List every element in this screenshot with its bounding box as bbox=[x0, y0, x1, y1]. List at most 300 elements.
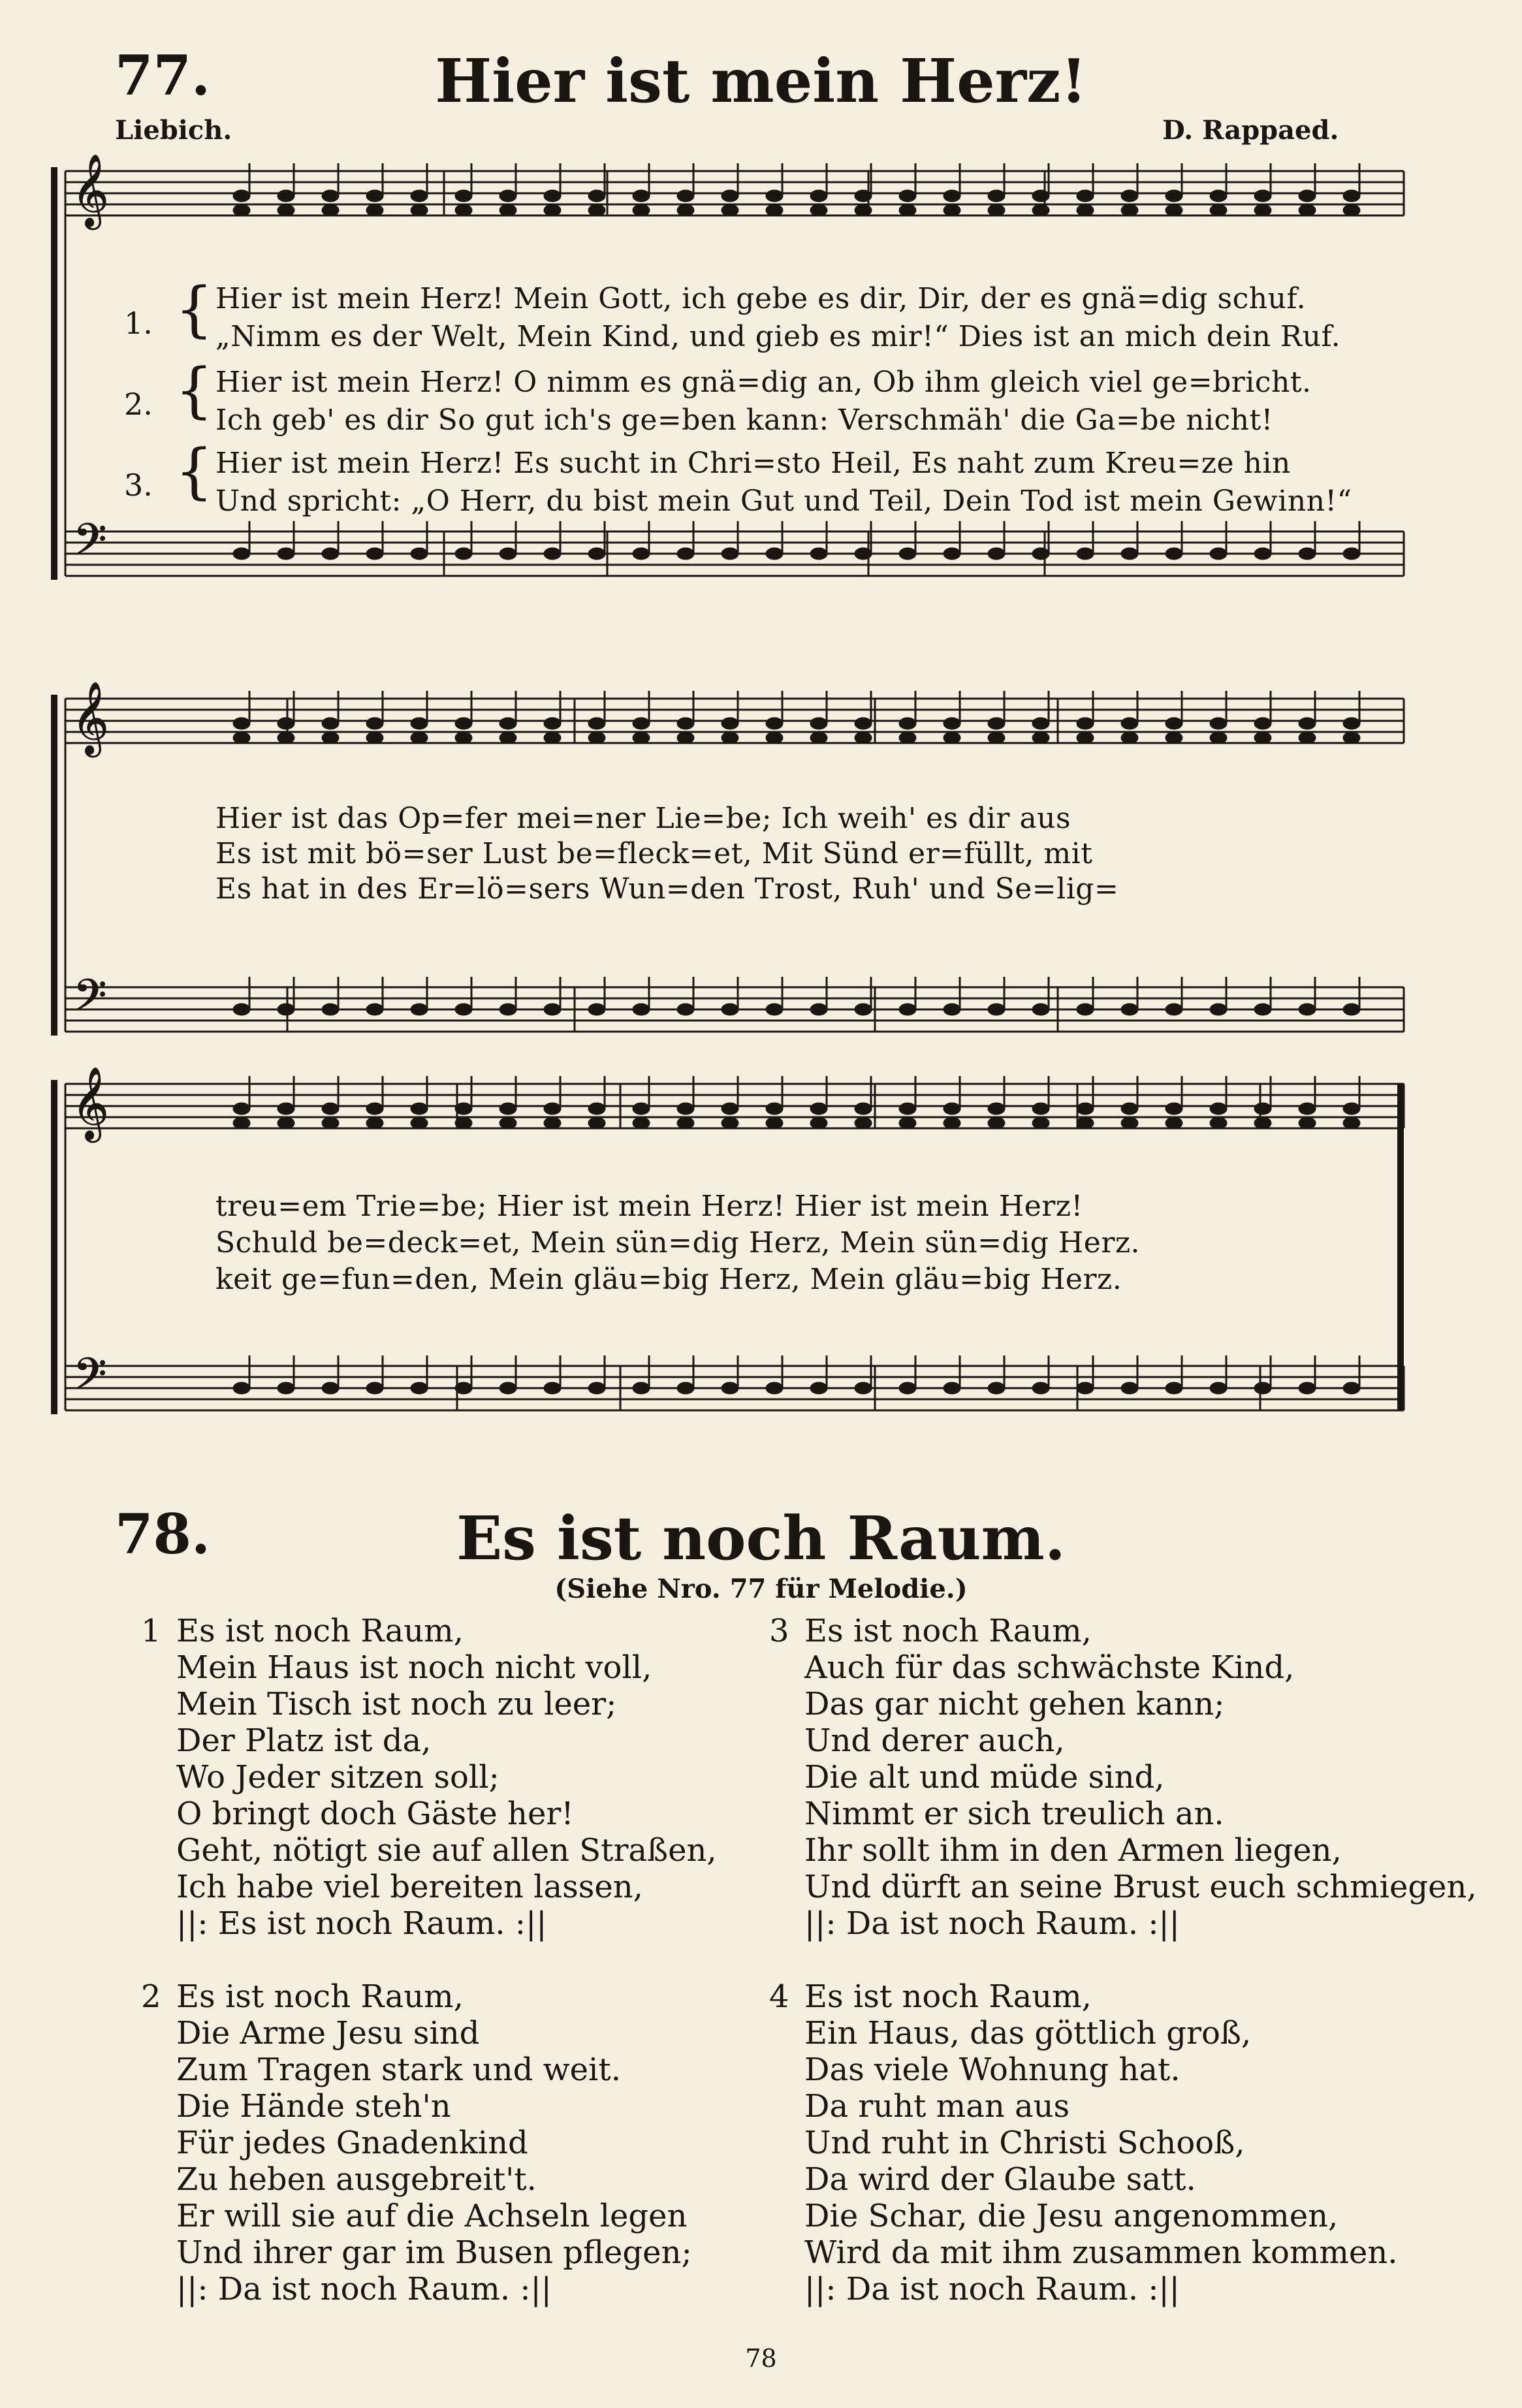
note-head bbox=[1077, 1382, 1094, 1394]
note-head bbox=[1165, 1103, 1182, 1115]
note-head bbox=[1077, 1004, 1094, 1015]
note-head bbox=[1299, 204, 1316, 216]
note-head bbox=[277, 1117, 294, 1129]
note-head bbox=[1343, 732, 1360, 744]
system-3-line-1: treu=em Trie=be; Hier ist mein Herz! Hier ist mein Herz! bbox=[215, 1190, 1083, 1223]
note-head bbox=[322, 718, 339, 729]
note-head bbox=[1343, 1382, 1360, 1394]
system-bracket bbox=[51, 695, 57, 1036]
stanza-line: Und dürft an seine Brust euch schmiegen, bbox=[804, 1869, 1477, 1905]
system-2-line-1: Hier ist das Op=fer mei=ner Lie=be; Ich weih' es dir aus bbox=[215, 802, 1071, 835]
note-head bbox=[988, 1117, 1005, 1129]
note-head bbox=[943, 1117, 960, 1129]
note-head bbox=[1210, 1382, 1227, 1394]
note-head bbox=[233, 190, 250, 202]
note-head bbox=[766, 204, 783, 216]
stanza-line: ||: Da ist noch Raum. :|| bbox=[176, 2271, 552, 2307]
note-head bbox=[1210, 1117, 1227, 1129]
note-head bbox=[1121, 718, 1138, 729]
note-head bbox=[943, 1004, 960, 1015]
note-head bbox=[1165, 1117, 1182, 1129]
note-head bbox=[855, 548, 872, 560]
stanza-line: Mein Haus ist noch nicht voll, bbox=[176, 1649, 652, 1686]
note-head bbox=[322, 1004, 339, 1015]
note-head bbox=[766, 1103, 783, 1115]
note-head bbox=[1343, 1117, 1360, 1129]
note-head bbox=[855, 204, 872, 216]
note-head bbox=[677, 190, 694, 202]
note-head bbox=[1210, 204, 1227, 216]
note-head bbox=[633, 1004, 650, 1015]
note-head bbox=[544, 1382, 561, 1394]
note-head bbox=[810, 548, 827, 560]
note-head bbox=[766, 1117, 783, 1129]
note-head bbox=[1299, 1103, 1316, 1115]
stanza-line: Das gar nicht gehen kann; bbox=[804, 1686, 1225, 1722]
note-head bbox=[899, 1117, 916, 1129]
bass-clef-icon: 𝄢 bbox=[73, 515, 107, 575]
stanza-line: Nimmt er sich treulich an. bbox=[804, 1796, 1224, 1832]
note-head bbox=[766, 548, 783, 560]
verse-3-line-1: Hier ist mein Herz! Es sucht in Chri=sto Heil, Es naht zum Kreu=ze hin bbox=[215, 447, 1291, 480]
note-head bbox=[721, 718, 738, 729]
stanza-line: Ein Haus, das göttlich groß, bbox=[804, 2015, 1252, 2052]
stanza-line: Und ruht in Christi Schooß, bbox=[804, 2125, 1245, 2161]
note-head bbox=[544, 1103, 561, 1115]
note-head bbox=[677, 1117, 694, 1129]
note-head bbox=[1343, 548, 1360, 560]
note-head bbox=[277, 718, 294, 729]
note-head bbox=[633, 1103, 650, 1115]
verse-2-line-1: Hier ist mein Herz! O nimm es gnä=dig an, Ob ihm gleich viel ge=bricht. bbox=[215, 366, 1312, 399]
note-head bbox=[588, 1117, 605, 1129]
note-head bbox=[677, 718, 694, 729]
note-head bbox=[1299, 1004, 1316, 1015]
note-head bbox=[233, 1103, 250, 1115]
note-head bbox=[1210, 1103, 1227, 1115]
stanza-line: Die alt und müde sind, bbox=[804, 1759, 1165, 1796]
note-head bbox=[899, 1103, 916, 1115]
note-head bbox=[1121, 190, 1138, 202]
note-head bbox=[411, 1004, 428, 1015]
note-head bbox=[899, 1004, 916, 1015]
bass-clef-icon: 𝄢 bbox=[73, 970, 107, 1031]
note-head bbox=[233, 548, 250, 560]
note-head bbox=[721, 1103, 738, 1115]
verse-number-1: 1. bbox=[124, 306, 153, 341]
note-head bbox=[1343, 204, 1360, 216]
note-head bbox=[1121, 1103, 1138, 1115]
note-head bbox=[1077, 1117, 1094, 1129]
note-head bbox=[411, 548, 428, 560]
note-head bbox=[366, 718, 383, 729]
note-head bbox=[277, 548, 294, 560]
note-head bbox=[677, 1382, 694, 1394]
note-head bbox=[411, 1103, 428, 1115]
verse-1-line-2: „Nimm es der Welt, Mein Kind, und gieb es mir!“ Dies ist an mich dein Ruf. bbox=[215, 320, 1341, 353]
note-head bbox=[366, 204, 383, 216]
note-head bbox=[233, 204, 250, 216]
note-head bbox=[455, 1103, 472, 1115]
note-head bbox=[721, 190, 738, 202]
note-head bbox=[943, 1103, 960, 1115]
note-head bbox=[1077, 718, 1094, 729]
stanza-line: ||: Da ist noch Raum. :|| bbox=[804, 1905, 1180, 1942]
note-head bbox=[322, 1117, 339, 1129]
note-head bbox=[1121, 732, 1138, 744]
note-head bbox=[1165, 190, 1182, 202]
note-head bbox=[899, 204, 916, 216]
note-head bbox=[855, 1117, 872, 1129]
note-head bbox=[677, 1103, 694, 1115]
stanza-line: Es ist noch Raum, bbox=[804, 1613, 1092, 1649]
note-head bbox=[810, 732, 827, 744]
stanza-3 bbox=[769, 1613, 1477, 1942]
note-head bbox=[899, 718, 916, 729]
note-head bbox=[766, 1004, 783, 1015]
note-head bbox=[1210, 732, 1227, 744]
verse-2-line-2: Ich geb' es dir So gut ich's ge=ben kann: Verschmäh' die Ga=be nicht! bbox=[215, 404, 1273, 437]
stanza-line: Wo Jeder sitzen soll; bbox=[176, 1759, 499, 1796]
note-head bbox=[1032, 548, 1049, 560]
note-head bbox=[1343, 718, 1360, 729]
note-head bbox=[1299, 718, 1316, 729]
note-head bbox=[677, 732, 694, 744]
note-head bbox=[588, 718, 605, 729]
hymn-78-title: Es ist noch Raum. bbox=[456, 1503, 1066, 1574]
note-head bbox=[499, 1117, 516, 1129]
note-head bbox=[1077, 1103, 1094, 1115]
stanza-line: Es ist noch Raum, bbox=[176, 1613, 464, 1649]
stanza-line: ||: Es ist noch Raum. :|| bbox=[176, 1905, 547, 1942]
note-head bbox=[1299, 1382, 1316, 1394]
note-head bbox=[588, 1103, 605, 1115]
note-head bbox=[810, 1103, 827, 1115]
note-head bbox=[1121, 1382, 1138, 1394]
note-head bbox=[411, 718, 428, 729]
verse-brace: { bbox=[175, 355, 214, 425]
verse-brace: { bbox=[175, 436, 214, 506]
note-head bbox=[1077, 548, 1094, 560]
system-3-line-2: Schuld be=deck=et, Mein sün=dig Herz, Mein sün=dig Herz. bbox=[215, 1226, 1141, 1259]
note-head bbox=[499, 190, 516, 202]
note-head bbox=[1032, 204, 1049, 216]
note-head bbox=[588, 1382, 605, 1394]
note-head bbox=[633, 732, 650, 744]
note-head bbox=[677, 1004, 694, 1015]
note-head bbox=[677, 204, 694, 216]
stanza-number: 4 bbox=[769, 1978, 789, 2015]
note-head bbox=[233, 732, 250, 744]
note-head bbox=[322, 732, 339, 744]
note-head bbox=[588, 1004, 605, 1015]
note-head bbox=[233, 1382, 250, 1394]
stanza-line: Die Hände steh'n bbox=[176, 2088, 451, 2125]
note-head bbox=[899, 548, 916, 560]
note-head bbox=[455, 1004, 472, 1015]
note-head bbox=[366, 1103, 383, 1115]
stanza-line: Und derer auch, bbox=[804, 1722, 1065, 1759]
stanza-line: Das viele Wohnung hat. bbox=[804, 2052, 1181, 2088]
note-head bbox=[322, 1382, 339, 1394]
note-head bbox=[1254, 1117, 1271, 1129]
note-head bbox=[588, 732, 605, 744]
composer: D. Rappaed. bbox=[1162, 115, 1339, 146]
note-head bbox=[1254, 204, 1271, 216]
note-head bbox=[988, 718, 1005, 729]
note-head bbox=[366, 1382, 383, 1394]
system-bracket bbox=[51, 1080, 57, 1414]
stanza-line: Da ruht man aus bbox=[804, 2088, 1070, 2125]
note-head bbox=[544, 1004, 561, 1015]
note-head bbox=[855, 190, 872, 202]
note-head bbox=[366, 1117, 383, 1129]
note-head bbox=[499, 1382, 516, 1394]
note-head bbox=[855, 732, 872, 744]
note-head bbox=[1343, 1103, 1360, 1115]
note-head bbox=[1343, 190, 1360, 202]
stanza-line: Wird da mit ihm zusammen kommen. bbox=[804, 2234, 1398, 2271]
stanza-line: Da wird der Glaube satt. bbox=[804, 2161, 1196, 2198]
note-head bbox=[1077, 204, 1094, 216]
note-head bbox=[988, 204, 1005, 216]
note-head bbox=[1121, 1117, 1138, 1129]
note-head bbox=[1254, 1382, 1271, 1394]
note-head bbox=[411, 190, 428, 202]
note-head bbox=[322, 1103, 339, 1115]
note-head bbox=[366, 732, 383, 744]
note-head bbox=[1032, 1103, 1049, 1115]
treble-clef-icon: 𝄞 bbox=[72, 153, 109, 227]
stanza-line: Der Platz ist da, bbox=[176, 1722, 432, 1759]
note-head bbox=[766, 190, 783, 202]
note-head bbox=[943, 548, 960, 560]
note-head bbox=[455, 732, 472, 744]
note-head bbox=[1254, 1004, 1271, 1015]
note-head bbox=[277, 732, 294, 744]
note-head bbox=[721, 1004, 738, 1015]
note-head bbox=[988, 1004, 1005, 1015]
note-head bbox=[588, 548, 605, 560]
note-head bbox=[988, 732, 1005, 744]
stanza-line: Auch für das schwächste Kind, bbox=[804, 1649, 1295, 1686]
stanza-line: Die Schar, die Jesu angenommen, bbox=[804, 2198, 1339, 2234]
verse-brace: { bbox=[175, 274, 214, 344]
note-head bbox=[677, 548, 694, 560]
note-head bbox=[899, 1382, 916, 1394]
verse-3-line-2: Und spricht: „O Herr, du bist mein Gut und Teil, Dein Tod ist mein Gewinn!“ bbox=[215, 484, 1352, 518]
note-head bbox=[943, 190, 960, 202]
note-head bbox=[322, 204, 339, 216]
note-head bbox=[899, 190, 916, 202]
note-head bbox=[1343, 1004, 1360, 1015]
stanza-line: Er will sie auf die Achseln legen bbox=[176, 2198, 688, 2234]
note-head bbox=[1032, 190, 1049, 202]
note-head bbox=[1299, 190, 1316, 202]
note-head bbox=[721, 1117, 738, 1129]
note-head bbox=[1210, 1004, 1227, 1015]
note-head bbox=[1165, 204, 1182, 216]
note-head bbox=[1077, 732, 1094, 744]
note-head bbox=[366, 1004, 383, 1015]
note-head bbox=[1210, 190, 1227, 202]
note-head bbox=[855, 1004, 872, 1015]
note-head bbox=[943, 204, 960, 216]
system-2-line-2: Es ist mit bö=ser Lust be=fleck=et, Mit Sünd er=füllt, mit bbox=[215, 837, 1093, 870]
note-head bbox=[1032, 1004, 1049, 1015]
note-head bbox=[943, 732, 960, 744]
note-head bbox=[766, 718, 783, 729]
hymn-77-number: 77. bbox=[115, 43, 211, 108]
stanza-number: 1 bbox=[141, 1613, 161, 1649]
note-head bbox=[233, 718, 250, 729]
note-head bbox=[499, 1004, 516, 1015]
note-head bbox=[633, 190, 650, 202]
note-head bbox=[455, 1382, 472, 1394]
stanza-4 bbox=[769, 1978, 1398, 2307]
note-head bbox=[455, 204, 472, 216]
note-head bbox=[1032, 718, 1049, 729]
note-head bbox=[810, 190, 827, 202]
note-head bbox=[988, 190, 1005, 202]
note-head bbox=[988, 548, 1005, 560]
note-head bbox=[588, 190, 605, 202]
note-head bbox=[544, 718, 561, 729]
note-head bbox=[544, 548, 561, 560]
stanza-line: Ich habe viel bereiten lassen, bbox=[176, 1869, 643, 1905]
hymn-77-title: Hier ist mein Herz! bbox=[435, 46, 1087, 116]
note-head bbox=[1299, 732, 1316, 744]
note-head bbox=[277, 1004, 294, 1015]
bass-clef-icon: 𝄢 bbox=[73, 1349, 107, 1410]
note-head bbox=[544, 190, 561, 202]
note-head bbox=[810, 204, 827, 216]
final-barline bbox=[1397, 1084, 1404, 1410]
note-head bbox=[1121, 548, 1138, 560]
note-head bbox=[721, 204, 738, 216]
stanza-line: Es ist noch Raum, bbox=[176, 1978, 464, 2015]
note-head bbox=[499, 548, 516, 560]
stanza-line: Die Arme Jesu sind bbox=[176, 2015, 480, 2052]
note-head bbox=[1121, 204, 1138, 216]
note-head bbox=[855, 1382, 872, 1394]
note-head bbox=[1254, 190, 1271, 202]
note-head bbox=[633, 548, 650, 560]
note-head bbox=[1165, 732, 1182, 744]
treble-clef-icon: 𝄞 bbox=[72, 1066, 109, 1139]
note-head bbox=[544, 204, 561, 216]
note-head bbox=[455, 1117, 472, 1129]
note-head bbox=[1165, 718, 1182, 729]
stanza-2 bbox=[141, 1978, 692, 2307]
page-number: 78 bbox=[745, 2344, 777, 2373]
note-head bbox=[721, 1382, 738, 1394]
note-head bbox=[499, 732, 516, 744]
note-head bbox=[855, 718, 872, 729]
note-head bbox=[943, 718, 960, 729]
note-head bbox=[633, 204, 650, 216]
note-head bbox=[1254, 548, 1271, 560]
note-head bbox=[1299, 1117, 1316, 1129]
note-head bbox=[1165, 1004, 1182, 1015]
note-head bbox=[721, 548, 738, 560]
note-head bbox=[277, 204, 294, 216]
note-head bbox=[411, 1117, 428, 1129]
stanza-1 bbox=[141, 1613, 717, 1942]
note-head bbox=[1032, 1382, 1049, 1394]
note-head bbox=[411, 204, 428, 216]
note-head bbox=[322, 548, 339, 560]
note-head bbox=[766, 1382, 783, 1394]
note-head bbox=[499, 204, 516, 216]
tempo-marking: Liebich. bbox=[115, 115, 232, 146]
note-head bbox=[544, 732, 561, 744]
note-head bbox=[1032, 732, 1049, 744]
note-head bbox=[277, 190, 294, 202]
note-head bbox=[1210, 718, 1227, 729]
system-2-line-3: Es hat in des Er=lö=sers Wun=den Trost, Ruh' und Se=lig= bbox=[215, 872, 1119, 906]
verse-number-3: 3. bbox=[124, 467, 153, 503]
note-head bbox=[1254, 732, 1271, 744]
note-head bbox=[499, 718, 516, 729]
note-head bbox=[1121, 1004, 1138, 1015]
note-head bbox=[455, 190, 472, 202]
system-bracket bbox=[51, 167, 57, 580]
note-head bbox=[810, 1004, 827, 1015]
stanza-line: Zum Tragen stark und weit. bbox=[176, 2052, 621, 2088]
stanza-number: 3 bbox=[769, 1613, 789, 1649]
note-head bbox=[1210, 548, 1227, 560]
melody-reference: (Siehe Nro. 77 für Melodie.) bbox=[554, 1574, 968, 1604]
note-head bbox=[366, 548, 383, 560]
system-3-line-3: keit ge=fun=den, Mein gläu=big Herz, Mein gläu=big Herz. bbox=[215, 1263, 1122, 1296]
note-head bbox=[411, 732, 428, 744]
stanza-line: ||: Da ist noch Raum. :|| bbox=[804, 2271, 1180, 2307]
note-head bbox=[1077, 190, 1094, 202]
note-head bbox=[721, 732, 738, 744]
note-head bbox=[499, 1103, 516, 1115]
note-head bbox=[544, 1117, 561, 1129]
stanza-line: Zu heben ausgebreit't. bbox=[176, 2161, 537, 2198]
note-head bbox=[277, 1103, 294, 1115]
note-head bbox=[810, 1117, 827, 1129]
note-head bbox=[810, 1382, 827, 1394]
stanza-line: Ihr sollt ihm in den Armen liegen, bbox=[804, 1832, 1342, 1869]
note-head bbox=[988, 1382, 1005, 1394]
verse-1-line-1: Hier ist mein Herz! Mein Gott, ich gebe es dir, Dir, der es gnä=dig schuf. bbox=[215, 282, 1307, 315]
hymn-78-number: 78. bbox=[115, 1502, 211, 1566]
note-head bbox=[943, 1382, 960, 1394]
stanza-number: 2 bbox=[141, 1978, 161, 2015]
treble-clef-icon: 𝄞 bbox=[72, 681, 109, 754]
note-head bbox=[411, 1382, 428, 1394]
note-head bbox=[633, 1117, 650, 1129]
note-head bbox=[1254, 718, 1271, 729]
stanza-line: Es ist noch Raum, bbox=[804, 1978, 1092, 2015]
note-head bbox=[1165, 548, 1182, 560]
note-head bbox=[455, 548, 472, 560]
note-head bbox=[766, 732, 783, 744]
verse-number-2: 2. bbox=[124, 387, 153, 422]
note-head bbox=[899, 732, 916, 744]
stanza-line: Geht, nötigt sie auf allen Straßen, bbox=[176, 1832, 717, 1869]
note-head bbox=[588, 204, 605, 216]
note-head bbox=[277, 1382, 294, 1394]
note-head bbox=[366, 190, 383, 202]
note-head bbox=[1254, 1103, 1271, 1115]
note-head bbox=[1165, 1382, 1182, 1394]
note-head bbox=[455, 718, 472, 729]
